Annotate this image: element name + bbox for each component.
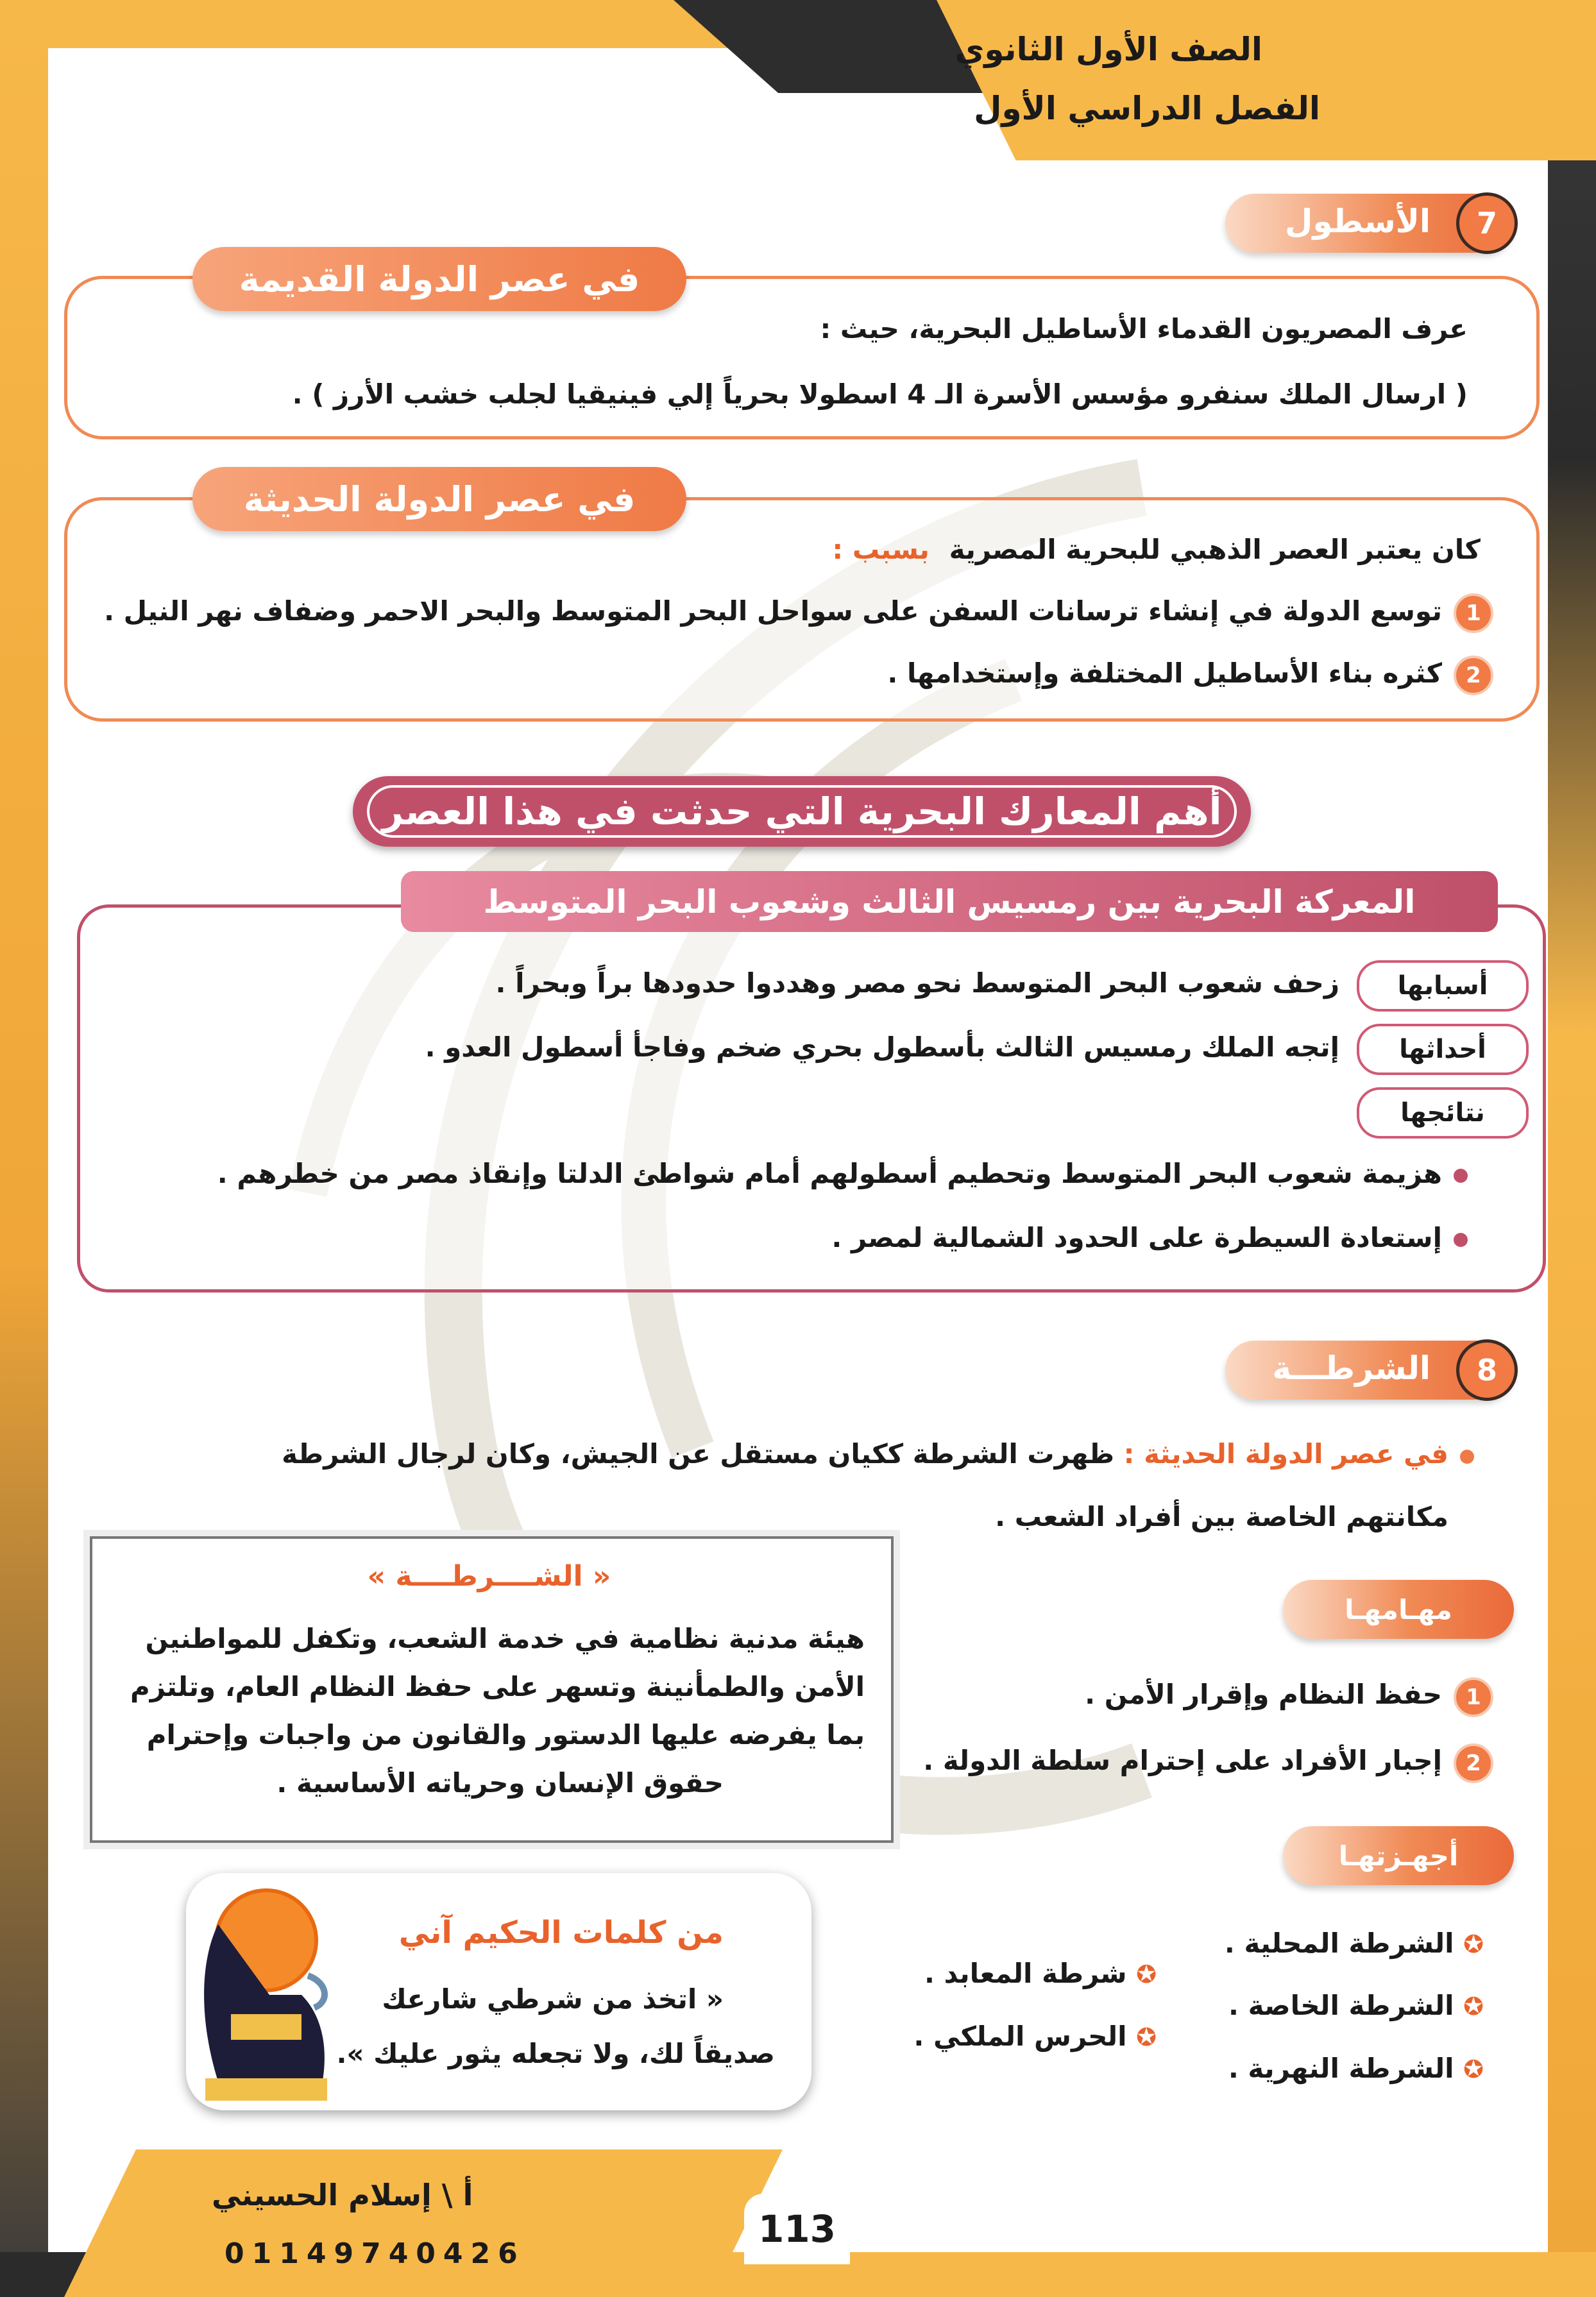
grade-label: الصف الأول الثانوي <box>955 31 1262 68</box>
body-text: الشرطة النهرية . <box>1228 2053 1454 2084</box>
bullet-icon <box>1460 1450 1474 1464</box>
result-2: إستعادة السيطرة على الحدود الشمالية لمصر . <box>831 1222 1442 1253</box>
section-8-number: 8 <box>1456 1339 1518 1401</box>
body-text: شرطة المعابد . <box>924 1958 1127 1989</box>
term-label: الفصل الدراسي الأول <box>974 90 1320 127</box>
battles-title <box>353 776 1251 847</box>
task-1: حفظ النظام وإقرار الأمن . <box>1085 1679 1442 1710</box>
body-right-3 <box>1228 2053 1484 2085</box>
star-icon: ✪ <box>1463 1992 1484 2021</box>
bullet-icon <box>1454 1169 1468 1183</box>
page-number: 113 <box>744 2194 850 2264</box>
body-text: الشرطة الخاصة . <box>1228 1990 1454 2021</box>
section-8-title: الشرطـــة <box>1272 1350 1430 1387</box>
causes-label: أسبابها <box>1357 960 1529 1012</box>
body-left-1 <box>924 1958 1157 1990</box>
old-kingdom-line2: ( ارسال الملك سنفرو مؤسس الأسرة الـ 4 اسطولا بحرياً إلي فينيقيا لجلب خشب الأرز ) . <box>292 378 1468 410</box>
new-kingdom-tag: في عصر الدولة الحديثة <box>192 467 686 531</box>
teacher-name: أ \ إسلام الحسيني <box>212 2178 473 2212</box>
body-left-2 <box>913 2021 1157 2053</box>
section-8-pill <box>1225 1341 1514 1400</box>
wise-line-1: « اتخذ من شرطي شارعك <box>382 1983 724 2015</box>
star-icon: ✪ <box>1463 1930 1484 1958</box>
battles-title-text: أهم المعارك البحرية التي حدثت في هذا العصر <box>382 790 1222 833</box>
frame-left <box>0 0 48 2297</box>
body-text: الشرطة المحلية . <box>1224 1928 1454 1959</box>
new-kingdom-intro: كان يعتبر العصر الذهبي للبحرية المصرية <box>949 534 1481 565</box>
definition-line-4: حقوق الإنسان وحرياته الأساسية . <box>276 1767 724 1799</box>
bullet-icon <box>1454 1233 1468 1247</box>
police-new-kingdom-label: في عصر الدولة الحديثة : <box>1123 1438 1448 1470</box>
wise-man-icon <box>192 1886 334 2104</box>
header-ribbon-gold <box>937 0 1596 160</box>
section-7-title: الأسطول <box>1285 203 1430 240</box>
body-text: الحرس الملكي . <box>913 2021 1127 2052</box>
new-kingdom-item-2: كثره بناء الأساطيل المختلفة وإستخدامها . <box>887 657 1442 689</box>
number-badge: 2 <box>1454 656 1493 695</box>
section-7-number: 7 <box>1456 192 1518 254</box>
body-right-1 <box>1225 1928 1484 1960</box>
old-kingdom-line1: عرف المصريون القدماء الأساطيل البحرية، حيث : <box>820 313 1468 344</box>
causes-text: زحف شعوب البحر المتوسط نحو مصر وهددوا حدودها براً وبحراً . <box>495 967 1339 999</box>
result-1: هزيمة شعوب البحر المتوسط وتحطيم أسطولهم أمام شواطئ الدلتا وإنقاذ مصر من خطرهم . <box>217 1158 1442 1189</box>
tasks-tag: مهـامهـا <box>1283 1580 1514 1639</box>
new-kingdom-item-1: توسع الدولة في إنشاء ترسانات السفن على سواحل البحر المتوسط والبحر الاحمر وضفاف نهر النيل . <box>104 595 1442 627</box>
section-7-pill <box>1225 194 1514 253</box>
definition-line-3: بما يفرضه عليها الدستور والقانون من واجبات وإحترام <box>146 1719 865 1750</box>
events-label: أحداثها <box>1357 1024 1529 1075</box>
teacher-phone: 01149740426 <box>225 2237 525 2270</box>
number-badge: 1 <box>1454 1677 1493 1717</box>
because-label: بسبب : <box>832 534 930 565</box>
frame-top <box>0 0 738 48</box>
battle-title: المعركة البحرية بين رمسيس الثالث وشعوب البحر المتوسط <box>401 871 1498 932</box>
star-icon: ✪ <box>1136 1960 1157 1988</box>
events-text: إتجه الملك رمسيس الثالث بأسطول بحري ضخم وفاجأ أسطول العدو . <box>425 1031 1339 1063</box>
wise-line-2: صديقاً لك، ولا تجعله يثور عليك ». <box>336 2038 775 2069</box>
star-icon: ✪ <box>1463 2055 1484 2083</box>
results-label: نتائجها <box>1357 1087 1529 1139</box>
frame-right <box>1548 0 1596 2297</box>
bodies-tag: أجهـزتهـا <box>1283 1826 1514 1885</box>
new-kingdom-intro-line <box>832 534 1481 566</box>
body-right-2 <box>1228 1990 1484 2022</box>
police-new-kingdom-text1: ظهرت الشرطة ككيان مستقل عن الجيش، وكان لرجال الشرطة <box>282 1438 1115 1470</box>
definition-line-2: الأمن والطمأنينة وتسهر على حفظ النظام العام، وتلتزم <box>130 1671 865 1702</box>
task-2: إجبار الأفراد على إحترام سلطة الدولة . <box>923 1745 1442 1776</box>
police-new-kingdom-text2: مكانتهم الخاصة بين أفراد الشعب . <box>995 1501 1448 1532</box>
footer-banner <box>64 2149 783 2297</box>
old-kingdom-tag: في عصر الدولة القديمة <box>192 247 686 311</box>
number-badge: 2 <box>1454 1743 1493 1783</box>
police-new-kingdom-line1 <box>282 1438 1448 1470</box>
number-badge: 1 <box>1454 593 1493 633</box>
definition-line-1: هيئة مدنية نظامية في خدمة الشعب، وتكفل للمواطنين <box>145 1623 865 1654</box>
definition-title: « الشــــرطــــة » <box>367 1560 611 1593</box>
star-icon: ✪ <box>1136 2023 1157 2051</box>
wise-title: من كلمات الحكيم آني <box>398 1915 724 1951</box>
